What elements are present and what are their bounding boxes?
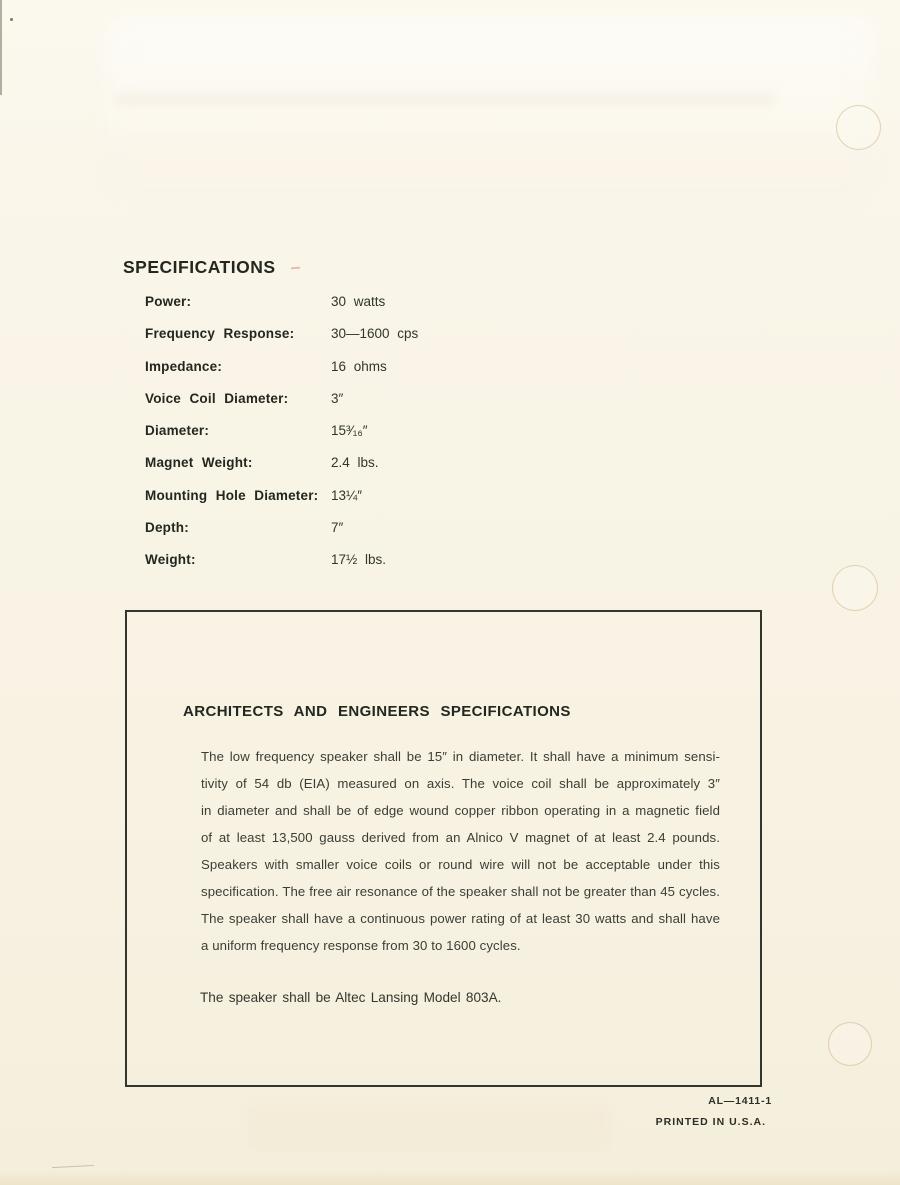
punch-hole-top [836, 105, 881, 150]
punch-hole-bottom [828, 1022, 872, 1066]
paragraph-line: tivity of 54 db (EIA) measured on axis. The voice coil shall be approximately 3″ [201, 776, 720, 791]
spec-row-frequency-response [145, 326, 565, 340]
spec-label: Magnet Weight: [145, 455, 253, 471]
punch-hole-middle [832, 565, 878, 611]
spec-value: 30—1600 cps [331, 326, 419, 342]
spec-row-diameter [145, 423, 565, 437]
spec-label: Diameter: [145, 423, 210, 439]
paper-bottom-edge [0, 1170, 900, 1185]
spec-label: Voice Coil Diameter: [145, 390, 289, 406]
spec-value: 15³⁄₁₆″ [331, 423, 368, 439]
specifications-list [145, 294, 565, 585]
printed-in-usa-label: PRINTED IN U.S.A. [655, 1116, 766, 1128]
architects-engineers-paragraph [201, 743, 720, 959]
spec-row-magnet-weight [145, 455, 565, 469]
spec-label: Mounting Hole Diameter: [145, 487, 319, 503]
spec-row-weight [145, 552, 565, 566]
spec-value: 16 ohms [331, 358, 387, 374]
scan-edge-artifact [0, 0, 2, 95]
scan-artifact-dash [291, 267, 300, 270]
paragraph-line: The low frequency speaker shall be 15″ in diameter. It shall have a minimum sensi- [201, 749, 720, 764]
paragraph-line: specification. The free air resonance of the speaker shall not be greater than 45 cycles. [201, 884, 720, 899]
paragraph-line: The speaker shall have a continuous power rating of at least 30 watts and shall have [201, 911, 720, 926]
paper-crease-line [52, 1165, 94, 1168]
spec-label: Power: [145, 294, 192, 309]
spec-row-depth [145, 520, 565, 534]
scan-speck [10, 18, 13, 21]
paragraph-line: a uniform frequency response from 30 to 1600 cycles. [201, 938, 521, 953]
paragraph-line: Speakers with smaller voice coils or round wire will not be acceptable under this [201, 857, 720, 872]
spec-label: Weight: [145, 552, 196, 568]
model-statement: The speaker shall be Altec Lansing Model 803A. [200, 990, 502, 1005]
spec-row-power [145, 294, 565, 308]
architects-engineers-heading: ARCHITECTS AND ENGINEERS SPECIFICATIONS [183, 703, 571, 720]
spec-value: 17½ lbs. [331, 552, 387, 568]
specifications-heading: SPECIFICATIONS [123, 257, 276, 277]
spec-label: Frequency Response: [145, 326, 295, 342]
spec-value: 13¼″ [331, 487, 363, 503]
document-number: AL—1411-1 [708, 1095, 772, 1107]
spec-value: 3″ [331, 390, 344, 406]
spec-label: Depth: [145, 520, 189, 536]
spec-row-impedance [145, 359, 565, 373]
architects-engineers-box [125, 610, 762, 1087]
spec-label: Impedance: [145, 358, 223, 374]
bleed-through-footer [250, 1108, 610, 1148]
spec-value: 2.4 lbs. [331, 455, 379, 471]
spec-value: 7″ [331, 520, 344, 536]
spec-row-mounting-hole-diameter [145, 488, 565, 502]
paragraph-line: of at least 13,500 gauss derived from an Alnico V magnet of at least 2.4 pounds. [201, 830, 720, 845]
spec-value: 30 watts [331, 294, 386, 309]
bleed-through-band [115, 92, 775, 106]
paragraph-line: in diameter and shall be of edge wound copper ribbon operating in a magnetic field [201, 803, 720, 818]
spec-row-voice-coil-diameter [145, 391, 565, 405]
